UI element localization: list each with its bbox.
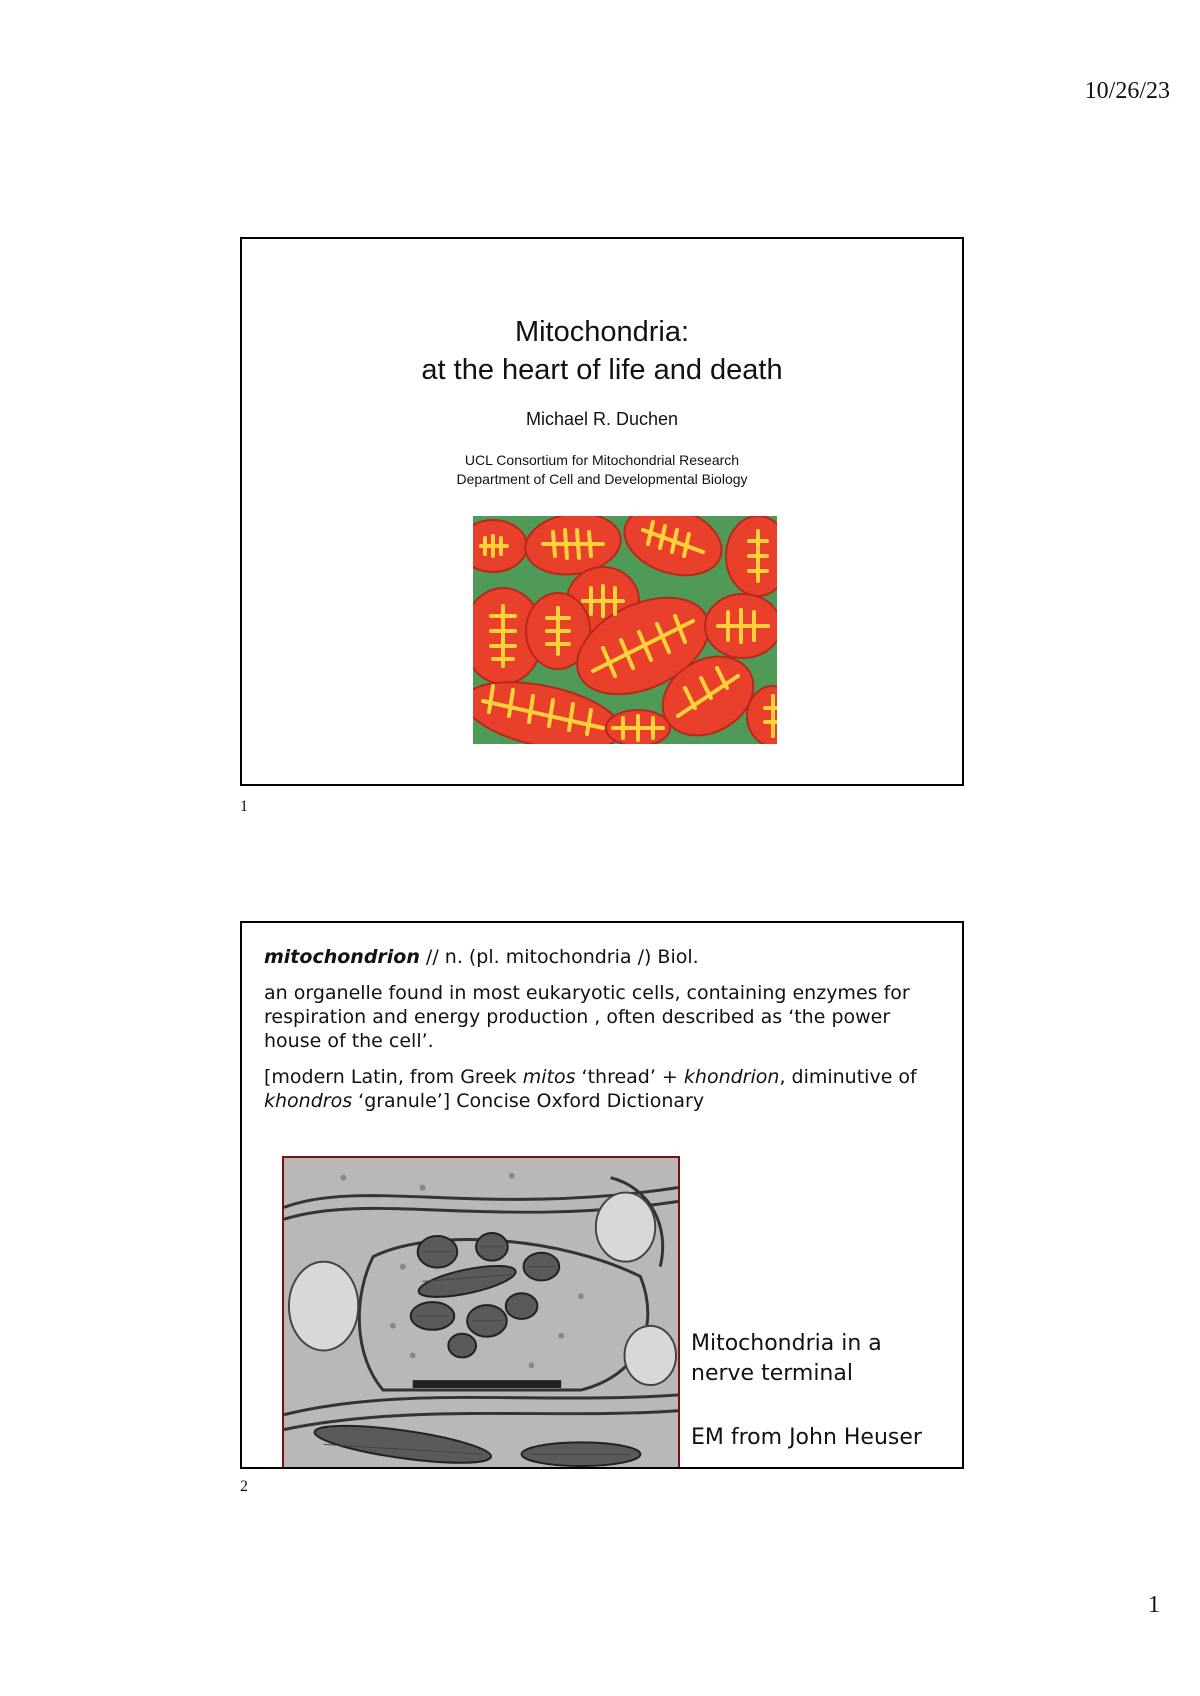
em-micrograph-image bbox=[282, 1156, 680, 1469]
etymology-part: , diminutive of bbox=[779, 1066, 917, 1088]
title-line-1: Mitochondria: bbox=[514, 316, 690, 348]
definition-headword bbox=[264, 945, 944, 969]
etymology-part: ‘thread’ + bbox=[575, 1066, 684, 1088]
etymology-part: ‘granule’] Concise Oxford Dictionary bbox=[352, 1090, 705, 1112]
slide-title bbox=[242, 313, 962, 389]
definition-term-rest: // n. (pl. mitochondria /) Biol. bbox=[419, 946, 699, 968]
slide-1 bbox=[240, 237, 964, 786]
image-credit: EM from John Heuser bbox=[691, 1425, 922, 1450]
definition-meaning: an organelle found in most eukaryotic cells, containing enzymes for respiration and energy production , often described as ‘the power house of the cell’. bbox=[264, 982, 910, 1052]
definition-block bbox=[264, 945, 944, 1125]
caption-line-2: nerve terminal bbox=[691, 1361, 853, 1386]
definition-etymology bbox=[264, 1065, 944, 1113]
mitochondria-color-image bbox=[473, 516, 777, 744]
etymology-word: mitos bbox=[522, 1066, 576, 1088]
etymology-part: [modern Latin, from Greek bbox=[264, 1066, 523, 1088]
slide-2 bbox=[240, 921, 964, 1469]
image-caption bbox=[691, 1329, 961, 1453]
slide-1-number: 1 bbox=[240, 798, 248, 815]
author-name: Michael R. Duchen bbox=[525, 409, 679, 429]
etymology-word: khondros bbox=[264, 1090, 353, 1112]
definition-term: mitochondrion bbox=[264, 946, 420, 968]
etymology-word: khondrion bbox=[683, 1066, 780, 1088]
title-line-2: at the heart of life and death bbox=[421, 354, 783, 386]
slide-2-number: 2 bbox=[240, 1478, 248, 1495]
affiliation-line-1: UCL Consortium for Mitochondrial Research bbox=[464, 452, 740, 468]
affiliation-line-2: Department of Cell and Developmental Biology bbox=[456, 471, 748, 487]
page-number: 1 bbox=[1148, 1592, 1160, 1618]
page-date: 10/26/23 bbox=[1084, 78, 1170, 104]
affiliation bbox=[242, 451, 962, 489]
caption-line-1: Mitochondria in a bbox=[691, 1331, 882, 1356]
